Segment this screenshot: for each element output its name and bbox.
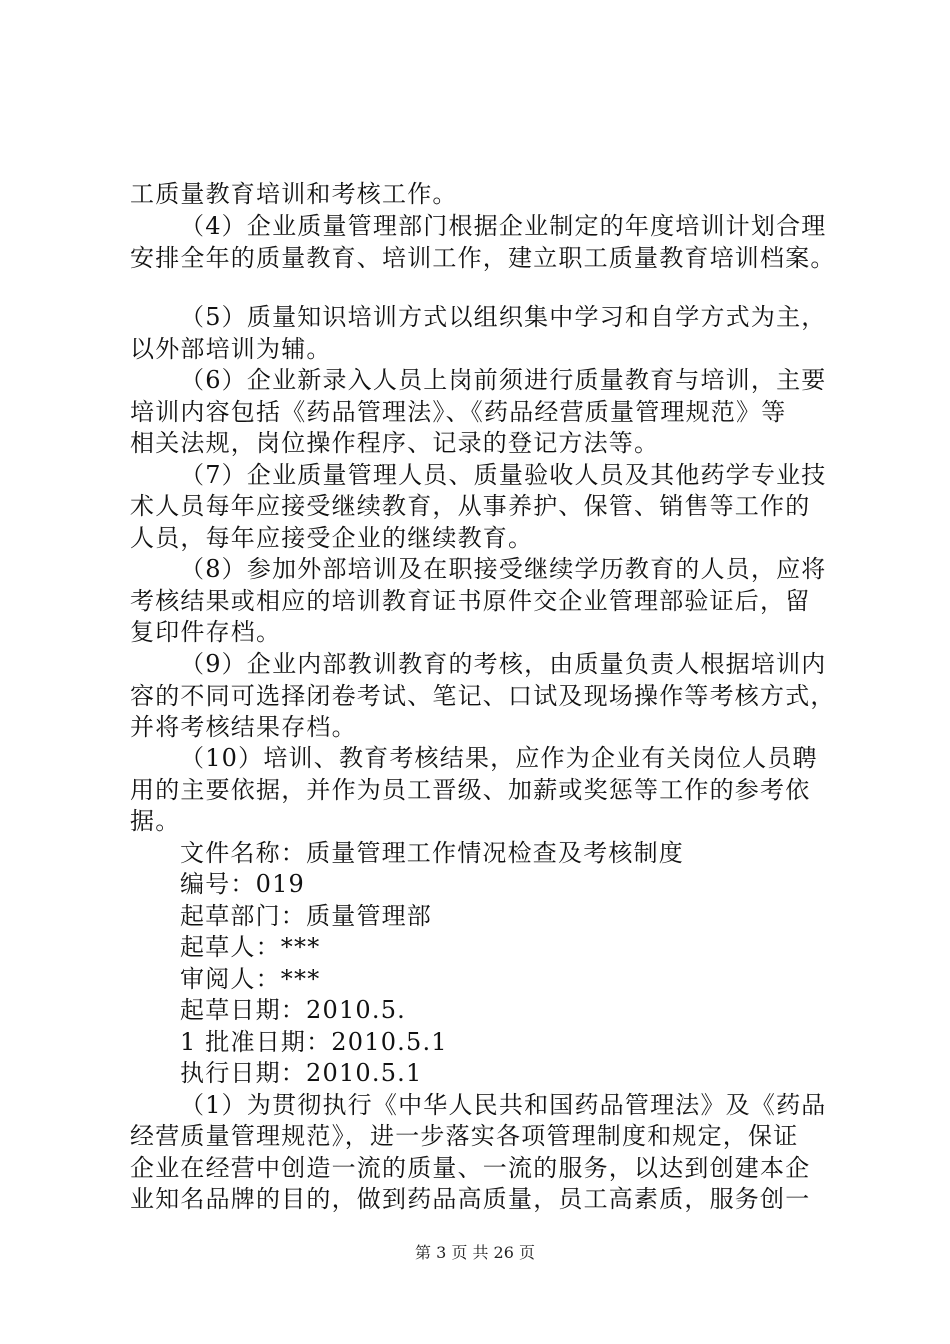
text-line: （5）质量知识培训方式以组织集中学习和自学方式为主， bbox=[180, 303, 827, 331]
text-line: 企业在经营中创造一流的质量、一流的服务，以达到创建本企 bbox=[130, 1154, 811, 1182]
text-line: 工质量教育培训和考核工作。 bbox=[130, 180, 458, 208]
doc-meta-number: 编号：019 bbox=[180, 870, 306, 898]
text-line: 安排全年的质量教育、培训工作，建立职工质量教育培训档案。 bbox=[130, 244, 836, 272]
text-line: 考核结果或相应的培训教育证书原件交企业管理部验证后，留 bbox=[130, 587, 811, 615]
text-line: 人员，每年应接受企业的继续教育。 bbox=[130, 524, 534, 552]
doc-meta-draft-date: 起草日期：2010.5. bbox=[180, 996, 407, 1024]
text-line: 容的不同可选择闭卷考试、笔记、口试及现场操作等考核方式， bbox=[130, 682, 836, 710]
text-line: 复印件存档。 bbox=[130, 618, 282, 646]
text-line: （7）企业质量管理人员、质量验收人员及其他药学专业技 bbox=[180, 461, 827, 489]
text-line: （8）参加外部培训及在职接受继续学历教育的人员，应将 bbox=[180, 555, 827, 583]
text-line: 据。 bbox=[130, 807, 181, 835]
page-number-footer: 第 3 页 共 26 页 bbox=[415, 1243, 535, 1262]
text-line: 用的主要依据，并作为员工晋级、加薪或奖惩等工作的参考依 bbox=[130, 776, 811, 804]
text-line: 相关法规，岗位操作程序、记录的登记方法等。 bbox=[130, 429, 660, 457]
text-line: （10）培训、教育考核结果，应作为企业有关岗位人员聘 bbox=[180, 744, 818, 772]
text-line: （9）企业内部教训教育的考核，由质量负责人根据培训内 bbox=[180, 650, 827, 678]
text-line: 培训内容包括《药品管理法》、《药品经营质量管理规范》等 bbox=[130, 398, 787, 426]
text-line: 经营质量管理规范》，进一步落实各项管理制度和规定，保证 bbox=[130, 1122, 799, 1150]
doc-meta-title: 文件名称：质量管理工作情况检查及考核制度 bbox=[180, 839, 684, 867]
doc-meta-reviewer: 审阅人：*** bbox=[180, 965, 321, 993]
text-line: 以外部培训为辅。 bbox=[130, 335, 332, 363]
text-line: （1）为贯彻执行《中华人民共和国药品管理法》及《药品 bbox=[180, 1091, 827, 1119]
doc-meta-approval-date: 1 批准日期：2010.5.1 bbox=[180, 1028, 448, 1056]
doc-meta-department: 起草部门：质量管理部 bbox=[180, 902, 432, 930]
doc-meta-drafter: 起草人：*** bbox=[180, 933, 321, 961]
text-line: （6）企业新录入人员上岗前须进行质量教育与培训，主要 bbox=[180, 366, 827, 394]
text-line: 业知名品牌的目的，做到药品高质量，员工高素质，服务创一 bbox=[130, 1185, 811, 1213]
text-line: 并将考核结果存档。 bbox=[130, 713, 357, 741]
doc-meta-effective-date: 执行日期：2010.5.1 bbox=[180, 1059, 423, 1087]
text-line: （4）企业质量管理部门根据企业制定的年度培训计划合理 bbox=[180, 212, 827, 240]
text-line: 术人员每年应接受继续教育，从事养护、保管、销售等工作的 bbox=[130, 492, 811, 520]
